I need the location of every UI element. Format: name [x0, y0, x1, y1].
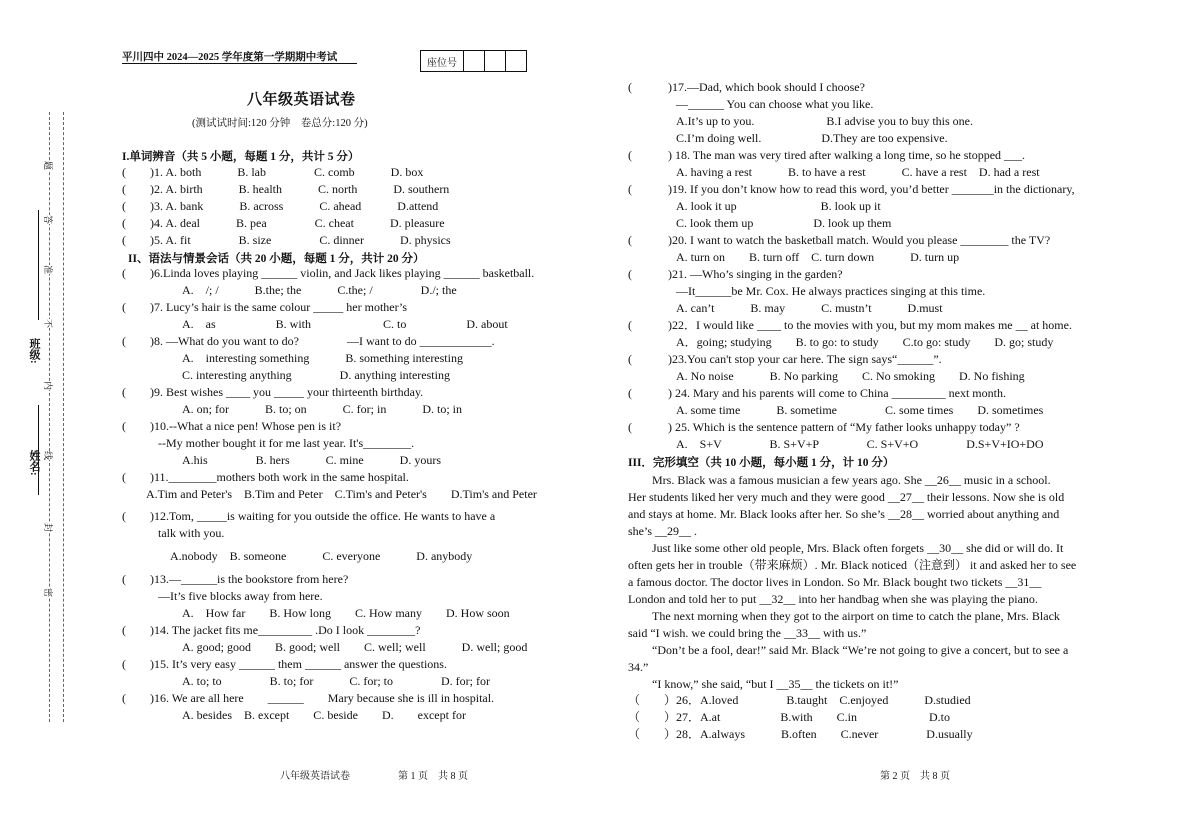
right-question-line: C. look them up D. look up them — [628, 216, 892, 230]
name-write-line[interactable] — [38, 405, 39, 495]
exam-title: 八年级英语试卷 — [247, 92, 356, 108]
left-question-line: ( )8. —What do you want to do? —I want to do ____________. — [122, 334, 495, 348]
right-question-line: The next morning when they got to the airport on time to catch the plane, Mrs. Black — [628, 609, 1060, 623]
left-section-heading: I.单词辨音（共 5 小题，每题 1 分，共计 5 分） — [122, 151, 360, 163]
right-question-line: A. turn on B. turn off C. turn down D. turn up — [628, 250, 960, 264]
name-label: 姓名: — [28, 450, 40, 476]
right-question-line: ( )21. —Who’s singing in the garden? — [628, 267, 843, 281]
left-question-line: A. good; good B. good; well C. well; well D. well; good — [122, 640, 528, 654]
right-question-line: —______ You can choose what you like. — [628, 97, 874, 111]
right-question-line: often gets her in trouble（带来麻烦）. Mr. Black noticed（注意到） it and asked her to see — [628, 558, 1077, 572]
left-question-line: C. interesting anything D. anything interesting — [122, 368, 450, 382]
right-question-line: Just like some other old people, Mrs. Black often forgets __30__ she did or will do. It — [628, 541, 1064, 555]
left-question-line: A. interesting something B. something interesting — [122, 351, 463, 365]
seat-number-cell[interactable] — [464, 51, 485, 71]
left-question-line: ( )4. A. deal B. pea C. cheat D. pleasure — [122, 216, 445, 230]
right-question-line: A. look it up B. look up it — [628, 199, 881, 213]
right-question-line: ( ) 24. Mary and his parents will come to China _________ next month. — [628, 386, 1006, 400]
right-question-line: a famous doctor. The doctor lives in London. So Mr. Black bought two tickets __31__ — [628, 575, 1042, 589]
right-question-line: （ ）28．A.always B.often C.never D.usually — [628, 727, 973, 741]
footer-left-title: 八年级英语试卷 — [280, 771, 350, 782]
binding-margin-char: 封 — [41, 523, 56, 532]
right-question-line: A．going; studying B. to go: to study C.to go: study D. go; study — [628, 335, 1054, 349]
right-question-line: “I know,” she said, “but I __35__ the tickets on it!” — [628, 677, 899, 691]
right-question-line: ( ) 18. The man was very tired after walking a long time, so he stopped ___. — [628, 148, 1026, 162]
right-question-line: C.I’m doing well. D.They are too expensive. — [628, 131, 948, 145]
binding-margin-char: 题 — [41, 161, 56, 170]
left-question-line: ( )6.Linda loves playing ______ violin, and Jack likes playing ______ basketball. — [122, 266, 535, 280]
left-question-line: ( )12.Tom, _____is waiting for you outside the office. He wants to have a — [122, 509, 496, 523]
exam-subtitle: (测试试时间:120 分钟 卷总分:120 分) — [192, 118, 368, 129]
right-question-line: ( )19. If you don’t know how to read this word, you’d better _______in the dictionary, — [628, 182, 1075, 196]
right-question-line: Mrs. Black was a famous musician a few years ago. She __26__ music in a school. — [628, 473, 1051, 487]
left-question-line: ( )16. We are all here ______ Mary because she is ill in hospital. — [122, 691, 495, 705]
binding-margin-char: 密 — [41, 588, 56, 597]
seat-number-label: 座位号 — [421, 51, 464, 71]
right-question-line: ( )20. I want to watch the basketball match. Would you please ________ the TV? — [628, 233, 1051, 247]
left-question-line: A. as B. with C. to D. about — [122, 317, 508, 331]
right-question-line: ( ) 25. Which is the sentence pattern of “My father looks unhappy today” ? — [628, 420, 1020, 434]
left-question-line: A. How far B. How long C. How many D. How soon — [122, 606, 510, 620]
right-question-line: “Don’t be a fool, dear!” said Mr. Black “We’re not going to give a concert, but to see a — [628, 643, 1069, 657]
class-label: 班级: — [28, 338, 40, 364]
right-question-line: she’s __29__ . — [628, 524, 697, 538]
binding-margin-char: 答 — [41, 215, 56, 224]
right-question-line: （ ）26．A.loved B.taught C.enjoyed D.studied — [628, 693, 971, 707]
left-question-line: A. /; / B.the; the C.the; / D./; the — [122, 283, 457, 297]
right-question-line: A. some time B. sometime C. some times D. sometimes — [628, 403, 1044, 417]
footer-right-page: 第 2 页 共 8 页 — [880, 771, 950, 782]
exam-school-heading: 平川四中 2024—2025 学年度第一学期期中考试 — [122, 52, 338, 63]
seat-number-cell[interactable] — [485, 51, 506, 71]
left-question-line: A.his B. hers C. mine D. yours — [122, 453, 441, 467]
heading-underline — [122, 63, 357, 64]
binding-margin-char: 内 — [41, 381, 56, 390]
left-question-line: ( )13.—______is the bookstore from here? — [122, 572, 349, 586]
right-question-line: ( )22．I would like ____ to the movies with you, but my mom makes me __ at home. — [628, 318, 1072, 332]
right-question-line: （ ）27．A.at B.with C.in D.to — [628, 710, 951, 724]
left-question-line: A.nobody B. someone C. everyone D. anybody — [122, 549, 473, 563]
left-question-line: ( )3. A. bank B. across C. ahead D.attend — [122, 199, 439, 213]
binding-margin-char: 准 — [41, 265, 56, 274]
left-question-line: ( )15. It’s very easy ______ them ______ answer the questions. — [122, 657, 447, 671]
right-question-line: —It______be Mr. Cox. He always practices singing at this time. — [628, 284, 986, 298]
left-question-line: ( )2. A. birth B. health C. north D. southern — [122, 182, 450, 196]
left-question-line: A.Tim and Peter's B.Tim and Peter C.Tim's and Peter's D.Tim's and Peter — [122, 487, 537, 501]
right-question-line: A. having a rest B. to have a rest C. have a rest D. had a rest — [628, 165, 1040, 179]
left-question-line: talk with you. — [122, 526, 225, 540]
class-write-line[interactable] — [38, 210, 39, 320]
left-question-line: --My mother bought it for me last year. It's________. — [122, 436, 415, 450]
left-question-line: A. besides B. except C. beside D. except for — [122, 708, 466, 722]
left-question-line: A. to; to B. to; for C. for; to D. for; for — [122, 674, 490, 688]
left-question-line: ( )9. Best wishes ____ you _____ your thirteenth birthday. — [122, 385, 424, 399]
right-question-line: 34.” — [628, 660, 649, 674]
right-question-line: ( )23.You can't stop your car here. The sign says“______”. — [628, 352, 942, 366]
left-question-line: ( )10.--What a nice pen! Whose pen is it? — [122, 419, 342, 433]
footer-left-page: 第 1 页 共 8 页 — [398, 771, 468, 782]
left-question-line: —It’s five blocks away from here. — [122, 589, 323, 603]
left-question-line: ( )7. Lucy’s hair is the same colour _____ her mother’s — [122, 300, 408, 314]
binding-line-left — [49, 112, 50, 722]
right-question-line: A.It’s up to you. B.I advise you to buy this one. — [628, 114, 973, 128]
left-section-heading: II、语法与情景会话（共 20 小题，每题 1 分，共计 20 分） — [128, 253, 425, 265]
left-question-line: ( )11.________mothers both work in the same hospital. — [122, 470, 409, 484]
right-section-heading: III．完形填空（共 10 小题，每小题 1 分，计 10 分） — [628, 457, 895, 469]
binding-line-right — [63, 112, 64, 722]
right-question-line: Her students liked her very much and they were good __27__ their lessons. Now she is old — [628, 490, 1065, 504]
right-question-line: A. No noise B. No parking C. No smoking D. No fishing — [628, 369, 1025, 383]
right-question-line: said “I wish. we could bring the __33__ with us.” — [628, 626, 867, 640]
right-question-line: London and told her to put __32__ into her handbag when she was playing the piano. — [628, 592, 1038, 606]
right-question-line: and stays at home. Mr. Black looks after her. So she’s __28__ worried about anything and — [628, 507, 1060, 521]
seat-number-cell[interactable] — [506, 51, 526, 71]
right-question-line: ( )17.—Dad, which book should I choose? — [628, 80, 865, 94]
left-question-line: ( )1. A. both B. lab C. comb D. box — [122, 165, 424, 179]
right-question-line: A. S+V B. S+V+P C. S+V+O D.S+V+IO+DO — [628, 437, 1044, 451]
binding-margin-char: 线 — [41, 451, 56, 460]
binding-margin-char: 不 — [41, 319, 56, 328]
seat-number-box — [420, 50, 527, 72]
left-question-line: ( )14. The jacket fits me_________ .Do I look ________? — [122, 623, 421, 637]
left-question-line: ( )5. A. fit B. size C. dinner D. physics — [122, 233, 451, 247]
right-question-line: A. can’t B. may C. mustn’t D.must — [628, 301, 943, 315]
left-question-line: A. on; for B. to; on C. for; in D. to; in — [122, 402, 462, 416]
